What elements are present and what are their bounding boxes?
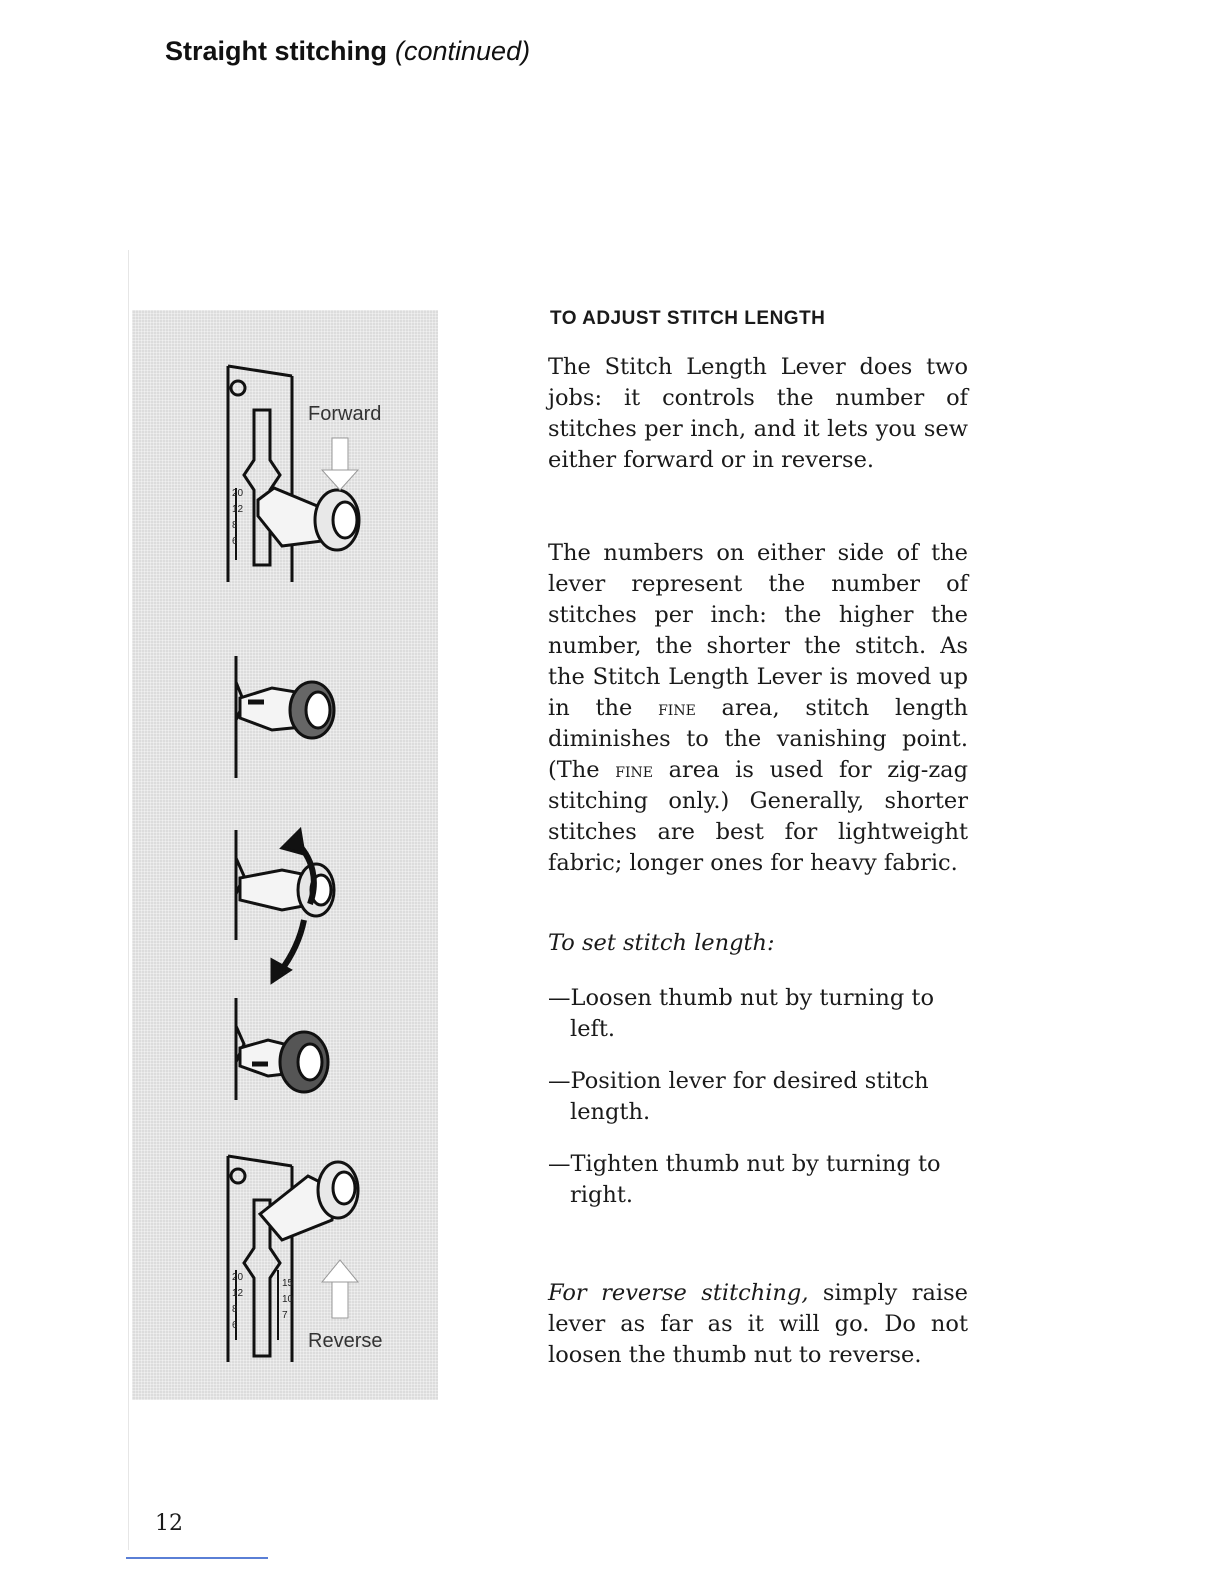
scale-number: 12 (232, 1288, 244, 1299)
numbers-text-a: The numbers on either side of the lever represent the number of stitches per inch: the higher the number, the shorter the stitch. As the Stitch Length Lever is moved up in the (548, 540, 968, 721)
bottom-left-scale (232, 1272, 244, 1331)
step-tighten: —Tighten thumb nut by turning to right. (548, 1151, 941, 1208)
figure-loosen (236, 656, 334, 778)
scale-number: 8 (232, 1304, 238, 1315)
reverse-label: Reverse (308, 1330, 383, 1352)
reverse-paragraph (548, 1278, 968, 1371)
set-stitch-subheading: To set stitch length: (548, 930, 775, 956)
scale-number: 15 (282, 1278, 294, 1289)
illustration-panel (132, 310, 438, 1400)
header-continued: (continued) (395, 36, 531, 66)
forward-label: Forward (308, 403, 382, 425)
scale-number: 6 (232, 536, 238, 547)
step-loosen: —Loosen thumb nut by turning to left. (548, 985, 935, 1042)
section-title: TO ADJUST STITCH LENGTH (550, 308, 826, 329)
screw-icon (231, 381, 245, 395)
curved-arrow-down-icon (280, 920, 304, 972)
figure-tighten (236, 998, 328, 1100)
reverse-arrow-icon (322, 1260, 358, 1318)
thumb-nut-center (333, 502, 357, 538)
scale-number: 20 (232, 488, 244, 499)
numbers-text-c: area is used for zig-zag stitching only.) Generally, shorter stitches are best for lightweight fabric; longer ones for heavy fabric. (548, 757, 968, 876)
scale-number: 6 (232, 1320, 238, 1331)
top-scale (232, 488, 244, 547)
fine-term: fine (615, 758, 653, 782)
header-title: Straight stitching (165, 36, 387, 66)
numbers-paragraph (548, 538, 968, 879)
reverse-text: simply raise lever as far as it will go. Do not loosen the thumb nut to reverse. (548, 1280, 968, 1368)
fine-term: fine (658, 696, 696, 720)
page-header (165, 36, 530, 67)
footer-line (126, 1557, 268, 1559)
gutter-line (128, 250, 129, 1550)
numbers-text-b: area, stitch length diminishes to the vanishing point. (The (548, 695, 968, 783)
step-position: —Position lever for desired stitch length. (548, 1068, 929, 1125)
page-number: 12 (155, 1511, 183, 1536)
reverse-lead: For reverse stitching, (548, 1280, 809, 1306)
plate-top-edge (228, 366, 292, 376)
intro-paragraph: The Stitch Length Lever does two jobs: it controls the number of stitches per inch, and it lets you sew either forward or in reverse. (548, 354, 968, 473)
scale-number: 20 (232, 1272, 244, 1283)
forward-arrow-icon (322, 438, 358, 490)
scale-number: 8 (232, 520, 238, 531)
scale-number: 12 (232, 504, 244, 515)
scale-number: 7 (282, 1310, 288, 1321)
figure-position (236, 830, 334, 982)
scale-number: 10 (282, 1294, 294, 1305)
stitch-lever-illustration (132, 310, 438, 1400)
